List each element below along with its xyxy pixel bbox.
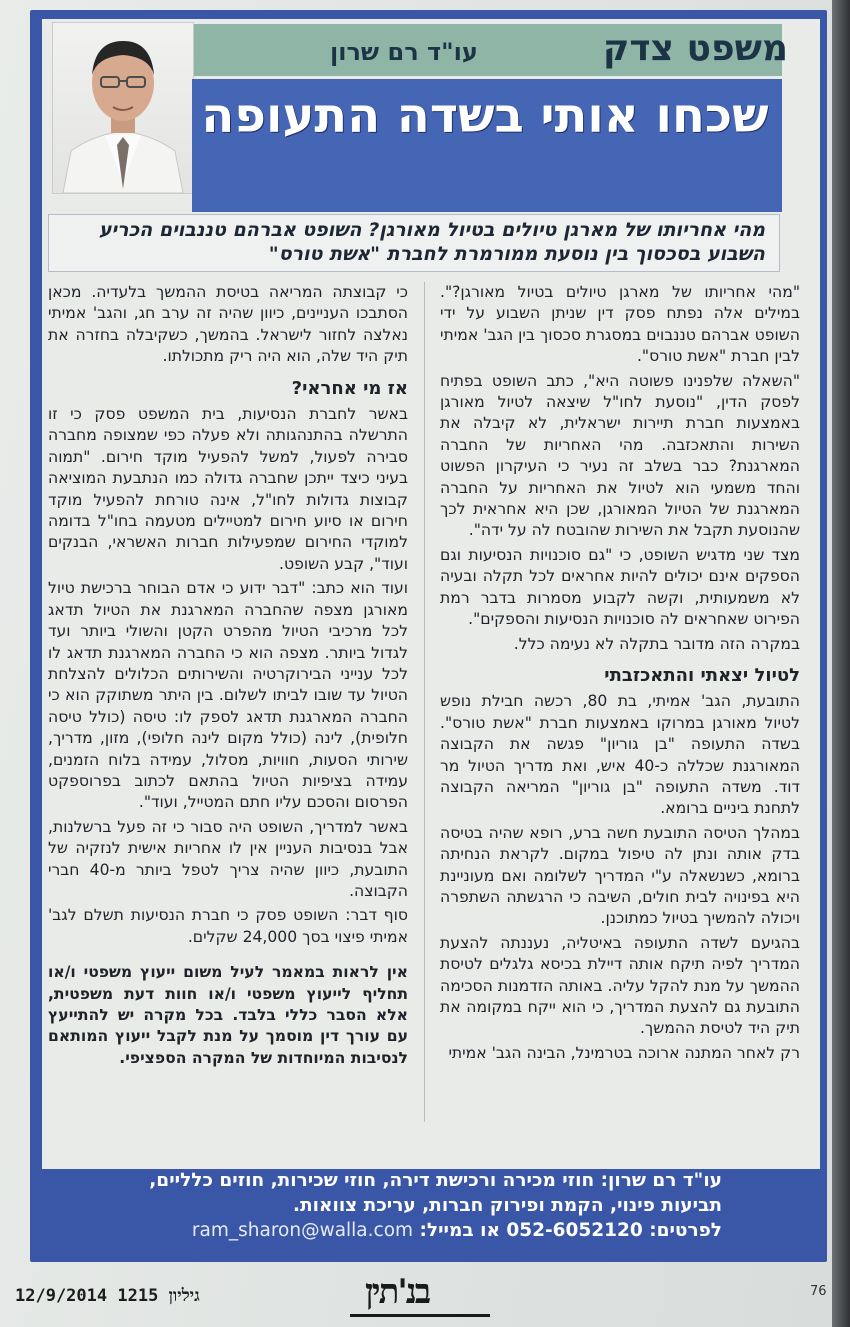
paragraph: רק לאחר המתנה ארוכה בטרמינל, הבינה הגב' אמיתי (448, 1043, 800, 1062)
page-number: 76 (810, 1284, 827, 1299)
paragraph: "מהי אחריותו של מארגן טיולים בטיול מאורגן?". במילים אלה נפתח פסק דין שניתן השבוע על ידי השופט אברהם טננבוים במסגרת סכסוך בין הגב' אמיתי לבין חברת "אשת טורס". (440, 283, 800, 366)
subheading: אז מי אחראי? (291, 377, 408, 399)
column-divider (424, 282, 425, 1122)
footer-email[interactable]: ram_sharon@walla.com (191, 1220, 414, 1241)
author-name: עו"ד רם שרון (330, 38, 478, 66)
disclaimer: אין לראות במאמר לעיל משום ייעוץ משפטי ו/או תחליף לייעוץ משפטי ו/או חוות דעת משפטית, אלא הסבר כללי בלבד. בכל מקרה יש להתייעץ עם עורך דין מוסמך על מנת לקבל ייעוץ המותאם לנסיבות המיוחדות של המקרה הספציפי. (48, 963, 408, 1067)
paragraph: באשר למדריך, השופט היה סבור כי זה פעל ברשלנות, אבל בנסיבות העניין אין לו אחריות אישית לנזקיה של התובעת, כיוון שהיה צריך לטפל ביותר מ-40 חברי הקבוצה. (48, 817, 409, 900)
paragraph: "השאלה שלפנינו פשוטה היא", כתב השופט בפתיח לפסק הדין, "נוסעת לחו"ל שיצאה לטיול מאורגן באמצעות חברת תיירות ישראלית, לא קיבלה את השירות והתאכזבה. מהי האחריות של החברה המארגנת? כבר בשלב זה נעיר כי העיקרון הפשוט והחד משמעי הוא לטיול את האחריות על החברה המארגנת של הטיול המאורגן, שכן היא אחראית לכך שהנוסעת תקבל את השירות שהובטח לה על ידה". (440, 371, 800, 540)
paragraph: התובעת, הגב' אמיתי, בת 80, רכשה חבילת נופש לטיול מאורגן במרוקו באמצעות חברת "אשת טורס". בשדה התעופה "בן גוריון" פגשה את הקבוצה המאורגנת שכללה כ-40 איש, ואת מדריך הטיול מר דוד. משדה התעופה "בן גוריון" המריאה הקבוצה לתחנת ביניים ברומא. (440, 692, 800, 818)
paragraph: סוף דבר: השופט פסק כי חברת הנסיעות תשלם לגב' אמיתי פיצוי בסך 24,000 שקלים. (48, 906, 408, 946)
subheading: לטיול יצאתי והתאכזבתי (604, 664, 800, 686)
paragraph: במהלך הטיסה התובעת חשה ברע, רופא שהיה בטיסה בדק אותה ונתן לה טיפול במקום. לקראת הנחיתה ברומא, כשנשאלה ע"י המדריך לשלומה ואם מעוניינת היא בפינויה לבית חולים, השיבה כי הרגשתה השתפרה ויכולה להמשיך בטיול כמתוכנן. (440, 823, 800, 928)
contact-footer (62, 1168, 722, 1243)
article-column-left (48, 282, 408, 1072)
paragraph: בהגיעם לשדה התעופה באיטליה, נעננתה להצעת המדריך לפיה תיקח אותה דיילת בכיסא גלגלים לטיסת ההמשך על מנת להקל עליה. באותה הזדמנות הסכימה התובעת גם להצעת המדריך, כי הוא ייקח במקומה את תיק היד לטיסת ההמשך. (440, 933, 800, 1038)
paragraph: במקרה הזה מדובר בתקלה לא נעימה כלל. (513, 634, 800, 653)
paragraph: כי קבוצתה המריאה בטיסת ההמשך בלעדיה. מכאן הסתבכו העניינים, כיוון שהיה זה ערב חג, והגב' אמיתי נאלצה לחזור לישראל. בהמשך, כשקיבלה בחזרה את תיק היד שלה, הוא היה ריק מתכולתו. (48, 283, 408, 366)
author-portrait-icon (53, 23, 193, 193)
footer-contact-line (62, 1218, 722, 1243)
footer-phone: לפרטים: 052-6052120 או במייל: (419, 1220, 722, 1241)
headline: שכחו אותי בשדה התעופה (201, 88, 769, 144)
series-title: משפט צדק (602, 28, 788, 69)
paragraph: מצד שני מדגיש השופט, כי "גם סוכנויות הנסיעות וגם הספקים אינם יכולים להיות אחראים לכל תקלה ובעיה לא משמעותית, וקשה לקבוע מסמרות בדבר רמת הפירוט שאחראים לה סוכנויות הנסיעות והספקים". (440, 545, 800, 629)
newspaper-logo: בנ'תין (365, 1272, 430, 1312)
issue-date: גיליון 1215 12/9/2014 (15, 1286, 200, 1306)
logo-underline (350, 1314, 490, 1317)
footer-services-line: תביעות פינוי, הקמת ופירוק חברות, עריכת צוואות. (292, 1195, 722, 1216)
page-edge-shadow (832, 0, 850, 1327)
lead-text: מהי אחריותו של מארגן טיולים בטיול מאורגן? השופט אברהם טננבוים הכריע השבוע בסכסוך בין נוסעת ממורמרת לחברת "אשת טורס" (98, 219, 765, 265)
author-photo (52, 22, 194, 194)
article-column-right (440, 282, 800, 1067)
paragraph: ועוד הוא כתב: "דבר ידוע כי אדם הבוחר ברכישת טיול מאורגן מצפה שהחברה המארגנת את הטיול תדאג לכל מרכיבי הטיול מהפרט הקטן והשולי ביותר ועד לגדול ביותר. מצפה הוא כי החברה המארגנת תדאג לו לכל ענייני הבירוקרטיה והשירותים הכלולים להצלחת הטיול עד שובו לביתו לשלום. בין היתר משתוקק הוא כי החברה המארגנת תדאג לספק לו: טיסה (כולל טיסה חלופית), לינה (כולל מקום לינה חלופי), מזון, מדריך, שירותי הסעות, חוויות, מסלול, עמידה בלוח הזמנים, עמידה בציפיות הטיול בהתאם לכתוב בפרוספקט הפרסום והסכם עליו חתם המטייל, ועוד". (48, 579, 408, 812)
paragraph: באשר לחברת הנסיעות, בית המשפט פסק כי זו התרשלה בהתנהגותה ולא פעלה כפי שמצופה מחברה סבירה לפעול, למשל להפעיל מוקד חירום. "תמוה בעיני כיצד ייתכן שחברה גדולה כמו הנתבעת המוציאה קבוצות גדולות לחו"ל, אינה טורחת להפעיל מוקד חירום או סיוע חירום למטיילים מטעמה בחו"ל בדומה למוקדי החירום שמפעילות חברות האשראי, הבנקים ועוד", קבע השופט. (48, 405, 408, 573)
footer-services-line: עו"ד רם שרון: חוזי מכירה ורכישת דירה, חוזי שכירות, חוזים כלליים, (149, 1170, 722, 1191)
